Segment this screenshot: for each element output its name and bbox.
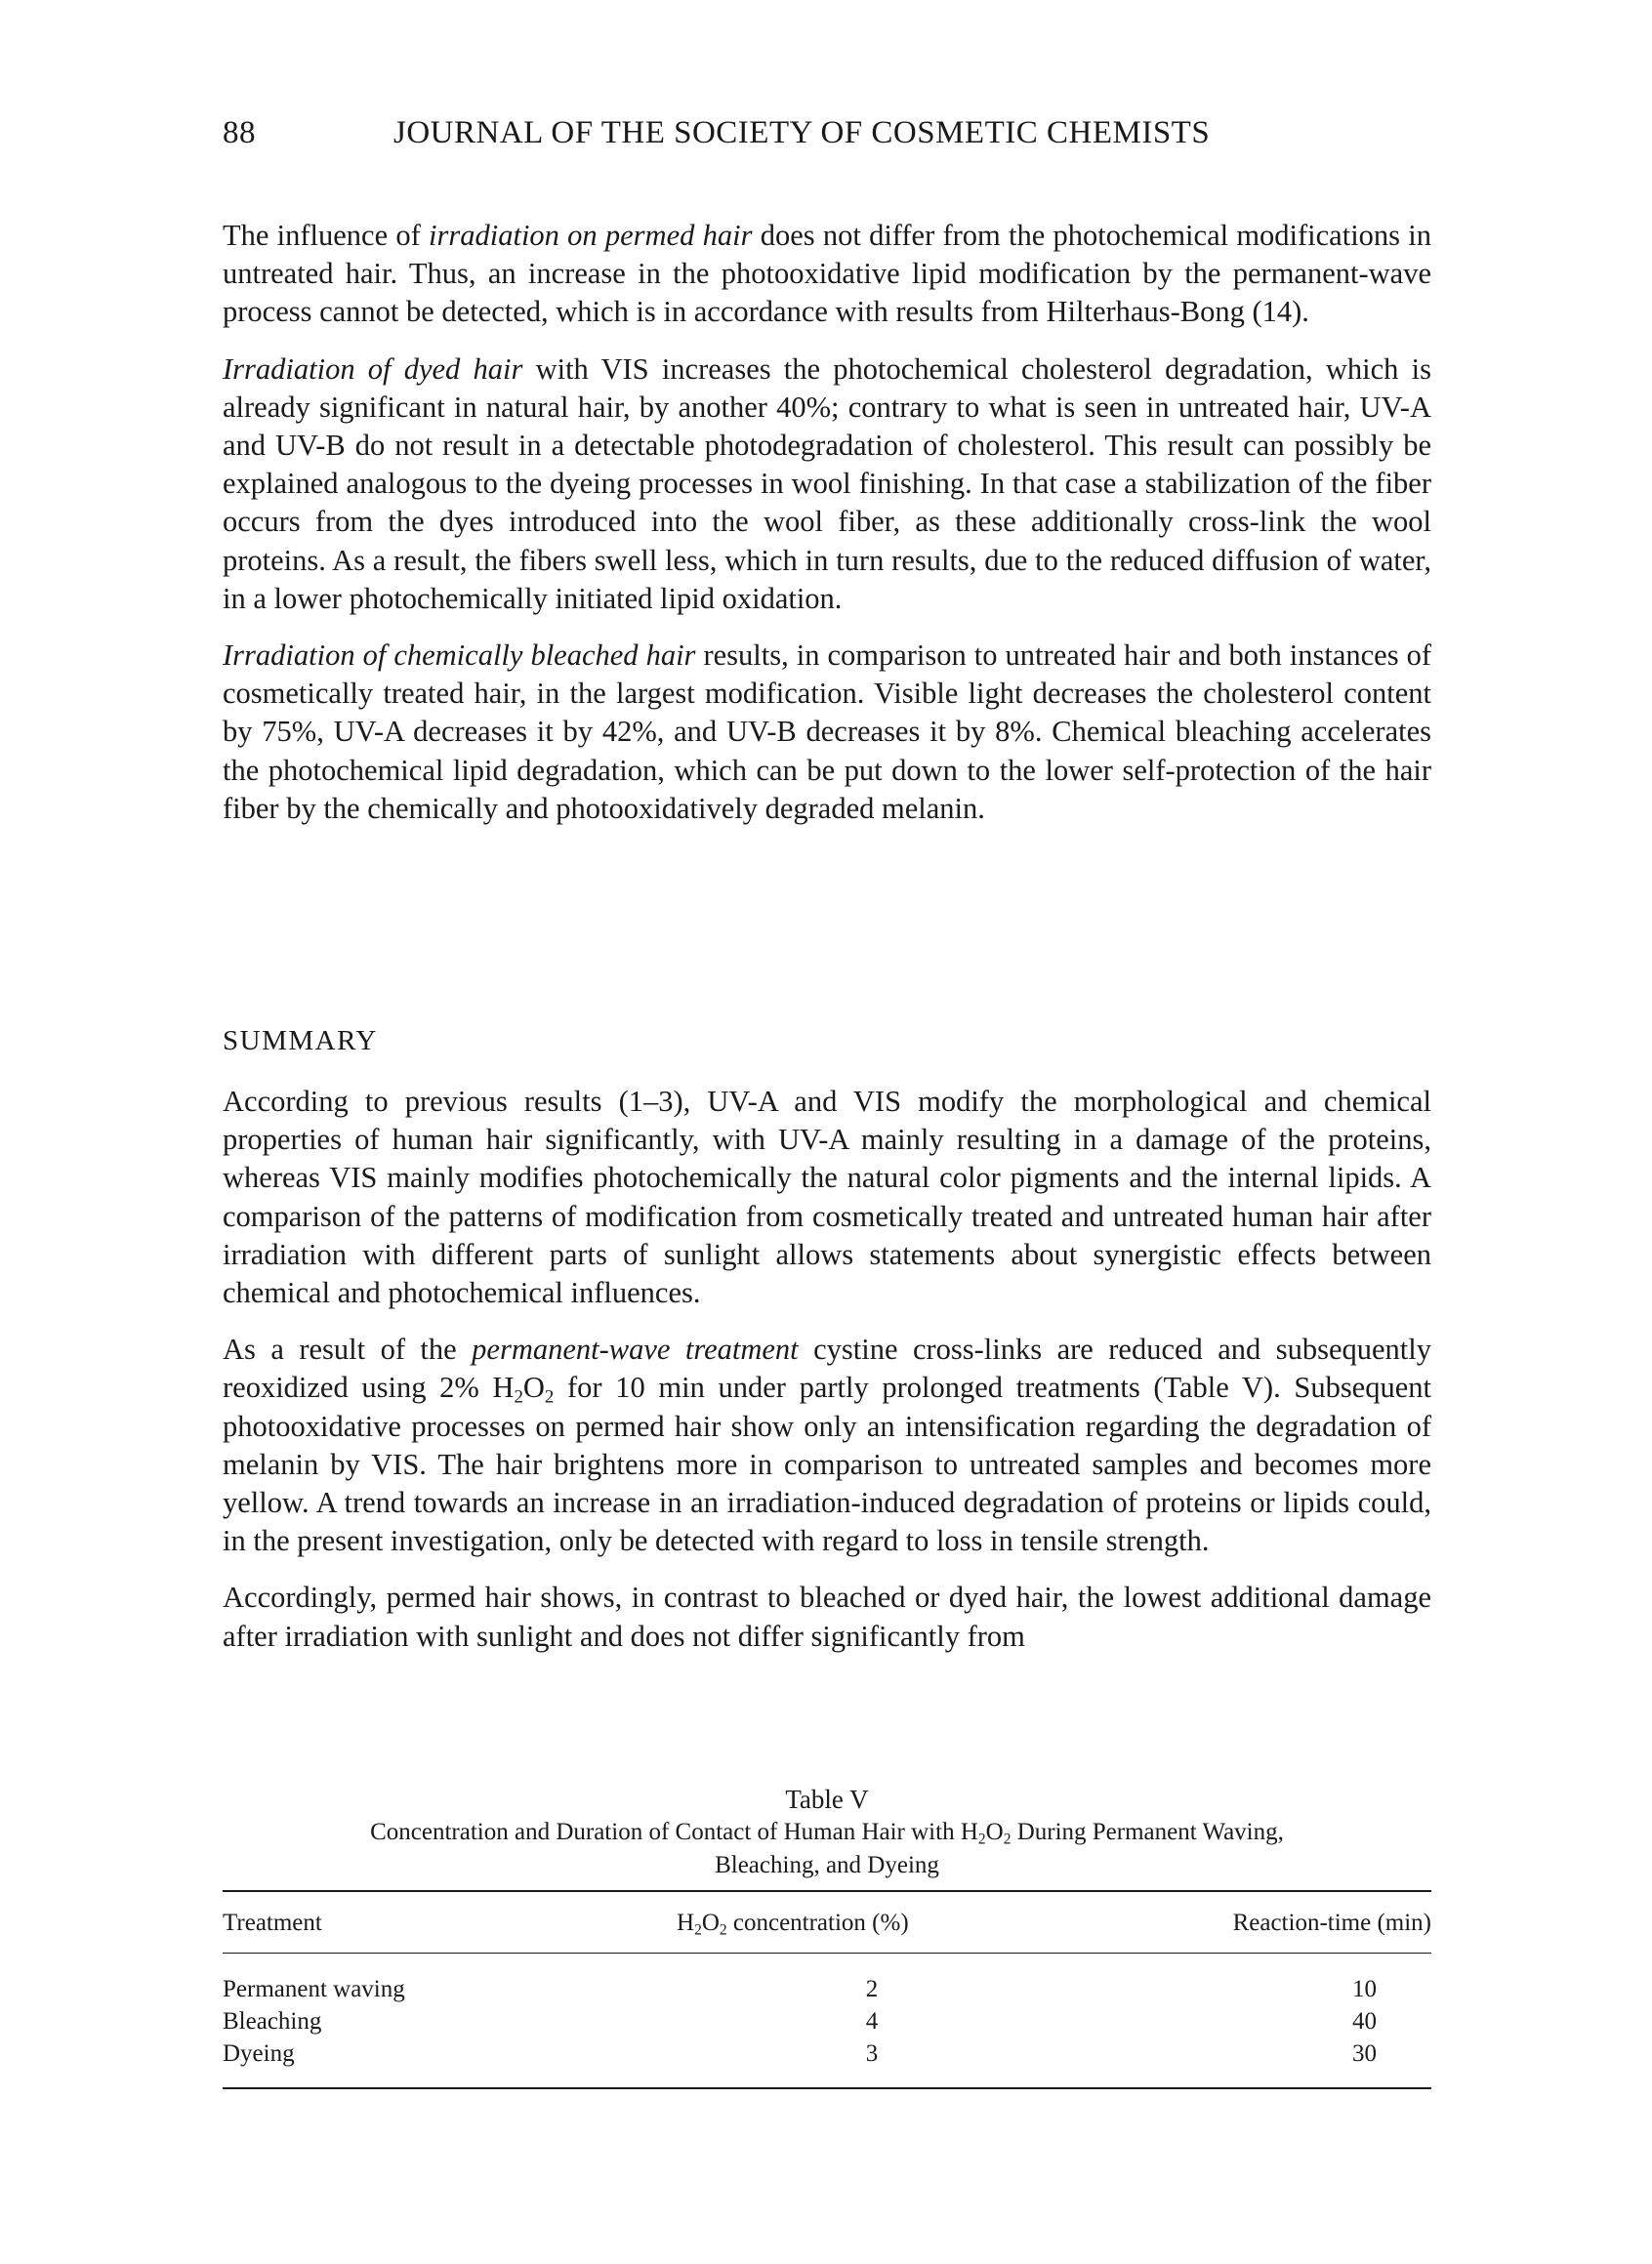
table-caption-line-2: Bleaching, and Dyeing: [715, 1852, 939, 1878]
table-row: [223, 1973, 1431, 2005]
italic-term: Irradiation of dyed hair: [223, 351, 523, 386]
body-section-top: [223, 217, 1431, 846]
summary-paragraph-1: According to previous results (1–3), UV-A and VIS modify the morphological and chemical properties of human hair significantly, with UV-A mainly resulting in a damage of the proteins, whereas VIS mainly modifies photochemically the natural color pigments and the internal lipids. A comparison of the patterns of modification from cosmetically treated and untreated human hair after irradiation with different parts of sunlight allows statements about synergistic effects between chemical and photochemical influences.: [223, 1085, 1431, 1310]
body-section-summary: [223, 1083, 1431, 1674]
cell-treatment: Permanent waving: [223, 1976, 405, 2002]
running-head: [223, 115, 1431, 151]
italic-term: Irradiation of chemically bleached hair: [223, 638, 696, 673]
cell-treatment: Dyeing: [223, 2040, 295, 2067]
journal-title: JOURNAL OF THE SOCIETY OF COSMETIC CHEMISTS: [393, 115, 1211, 150]
table-title: Table V: [785, 1785, 869, 1814]
table-header-rule: [223, 1953, 1431, 1954]
header-reaction-time: Reaction-time (min): [1232, 1910, 1431, 1936]
paragraph-dyed: Irradiation of dyed hair with VIS increases the photochemical cholesterol degradation, which is already significant in natural hair, by another 40%; contrary to what is seen in untreated hair, UV-A and UV-B do not result in a detectable photodegradation of cholesterol. This result can possibly be explained analogous to the dyeing processes in wool finishing. In that case a stabilization of the fiber occurs from the dyes introduced into the wool fiber, as these additionally cross-link the wool proteins. As a result, the fibers swell less, which in turn results, due to the reduced diffusion of water, in a lower photochemically initiated lipid oxidation.: [223, 351, 1431, 615]
summary-paragraph-3: Accordingly, permed hair shows, in contrast to bleached or dyed hair, the lowest additional damage after irradiation with sunlight and does not differ significantly from: [223, 1581, 1431, 1653]
cell-concentration: 3: [865, 2040, 879, 2067]
paragraph-bleached: Irradiation of chemically bleached hair results, in comparison to untreated hair and both instances of cosmetically treated hair, in the largest modification. Visible light decreases the cholesterol content by 75%, UV-A decreases it by 42%, and UV-B decreases it by 8%. Chemical bleaching accelerates the photochemical lipid degradation, which can be put down to the lower self-protection of the hair fiber by the chemically and photooxidatively degraded melanin.: [223, 638, 1431, 825]
cell-treatment: Bleaching: [223, 2008, 322, 2035]
paragraph-permed: The influence of irradiation on permed hair does not differ from the photochemical modifications in untreated hair. Thus, an increase in the photooxidative lipid modification by the permanent-wave process cannot be detected, which is in accordance with results from Hilterhaus-Bong (14).: [223, 219, 1432, 329]
table-bottom-rule: [223, 2087, 1431, 2089]
page-number: 88: [223, 115, 256, 150]
table-caption: Concentration and Duration of Contact of Human Hair with $H_2O_2$ During Permanent Waving,: [370, 1819, 1284, 1848]
cell-concentration: 2: [865, 1976, 879, 2002]
cell-time: 10: [1352, 1976, 1377, 2002]
cell-time: 40: [1352, 2008, 1377, 2035]
italic-term: permanent-wave treatment: [472, 1333, 799, 1367]
italic-term: irradiation on permed hair: [429, 219, 753, 252]
cell-concentration: 4: [865, 2008, 879, 2035]
cell-time: 30: [1352, 2040, 1377, 2067]
table-top-rule: [223, 1890, 1431, 1892]
header-concentration: $H_2O_2$ concentration (%): [677, 1910, 909, 1939]
table-v: [223, 1783, 1431, 2089]
table-body: [223, 1973, 1431, 2070]
summary-paragraph-2: As a result of the permanent-wave treatment cystine cross-links are reduced and subsequently reoxidized using 2% $H_2O_2$ for 10 min under partly prolonged treatments (Table V). Subsequent photooxidative processes on permed hair show only an intensification regarding the degradation of melanin by VIS. The hair brightens more in comparison to untreated samples and becomes more yellow. A trend towards an increase in an irradiation-induced degradation of proteins or lipids could, in the present investigation, only be detected with regard to loss in tensile strength.: [223, 1333, 1431, 1558]
table-row: [223, 2038, 1431, 2070]
table-header: [223, 1910, 1431, 1937]
header-treatment: Treatment: [223, 1910, 322, 1936]
table-row: [223, 2005, 1431, 2038]
section-heading-summary: SUMMARY: [223, 1025, 378, 1056]
